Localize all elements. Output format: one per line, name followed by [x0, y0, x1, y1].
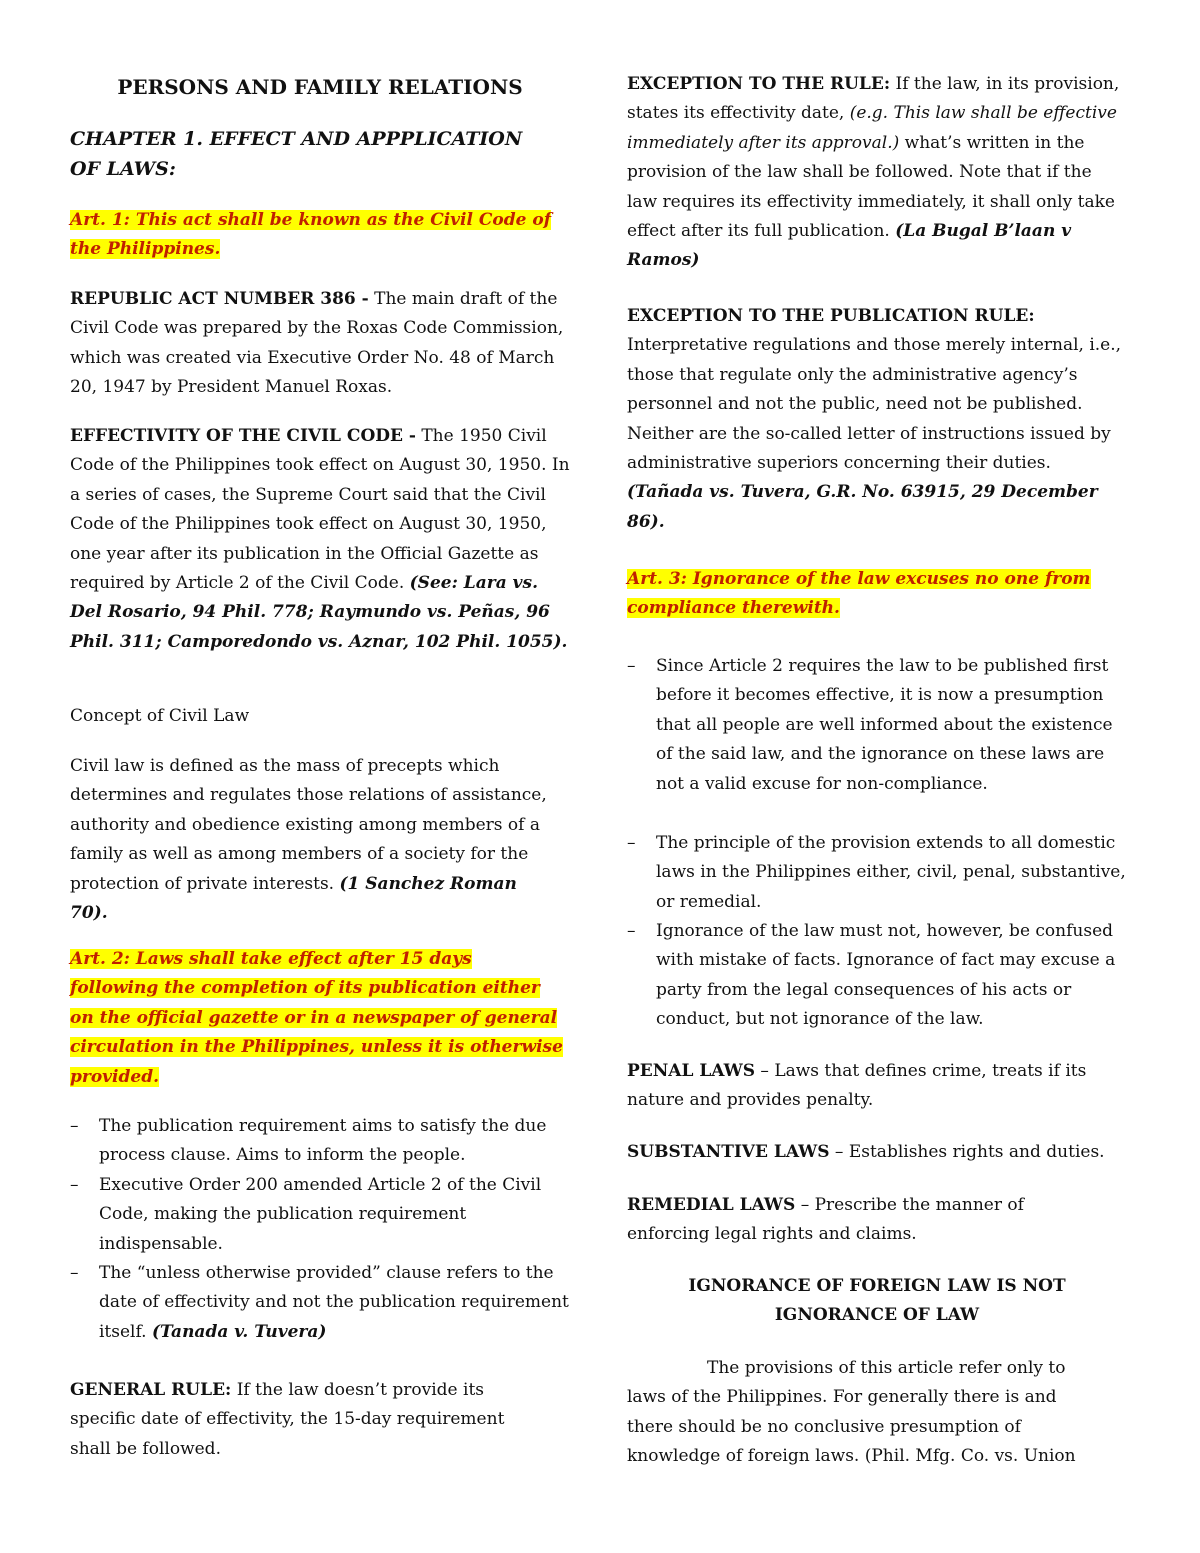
list-item-text: Executive Order 200 amended Article 2 of the Civil Code, making the publication requirement indispensable.	[99, 1175, 542, 1254]
exception-rule-label: EXCEPTION TO THE RULE:	[627, 74, 891, 94]
bullet-dash: –	[70, 1175, 79, 1195]
republic-act-text: The main draft of the Civil Code was prepared by the Roxas Code Commission, which was created via Executive Order No. 48 of March 20, 1947 by President Manuel Roxas.	[70, 289, 564, 398]
chapter-heading: CHAPTER 1. EFFECT AND APPPLICATION OF LAWS:	[70, 128, 523, 180]
general-rule-text: If the law doesn’t provide its specific date of effectivity, the 15-day requirement shall be followed.	[70, 1380, 505, 1459]
list-item-text: The publication requirement aims to satisfy the due process clause. Aims to inform the people.	[99, 1116, 547, 1166]
publication-exception-label: EXCEPTION TO THE PUBLICATION RULE:	[627, 306, 1035, 326]
substantive-laws-paragraph	[627, 1138, 1127, 1167]
penal-laws-paragraph	[627, 1057, 1117, 1116]
list-item-citation: (Tanada v. Tuvera)	[151, 1321, 327, 1342]
list-item	[70, 1171, 570, 1259]
bullet-dash: –	[627, 833, 636, 853]
substantive-laws-label: SUBSTANTIVE LAWS	[627, 1142, 830, 1162]
publication-exception-citation: (Tañada vs. Tuvera, G.R. No. 63915, 29 December 86).	[627, 482, 1098, 532]
publication-exception-text: Interpretative regulations and those merely internal, i.e., those that regulate only the administrative agency’s personnel and not the public, need not be published. Neither are the so-called letter of instructions issued by administrative superiors concerning their duties.	[627, 335, 1122, 474]
article-1	[70, 206, 560, 265]
exception-rule-text-2: what’s written in the provision of the law shall be followed. Note that if the law requires its effectivity immediately, it shall only take effect after its full publication.	[627, 132, 1115, 242]
effectivity-paragraph	[70, 422, 570, 657]
effectivity-text: The 1950 Civil Code of the Philippines took effect on August 30, 1950. In a series of cases, the Supreme Court said that the Civil Code of the Philippines took effect on August 30, 1950, one year after its publication in the Official Gazette as required by Article 2 of the Civil Code.	[70, 426, 570, 594]
republic-act-paragraph	[70, 285, 570, 403]
effectivity-citation: (See: Lara vs. Del Rosario, 94 Phil. 778; Raymundo vs. Peñas, 96 Phil. 311; Camporedondo vs. Aznar, 102 Phil. 1055).	[70, 573, 568, 652]
list-item	[627, 829, 1127, 917]
exception-rule-paragraph	[627, 70, 1122, 276]
penal-laws-label: PENAL LAWS	[627, 1061, 756, 1081]
remedial-laws-paragraph	[627, 1191, 1057, 1250]
list-item-text: Since Article 2 requires the law to be published first before it becomes effective, it is now a presumption that all people are well informed about the existence of the said law, and the ignorance on these laws are not a valid excuse for non-compliance.	[656, 656, 1113, 794]
bullet-dash: –	[627, 656, 636, 676]
concept-text: Civil law is defined as the mass of precepts which determines and regulates those relations of assistance, authority and obedience existing among members of a family as well as among members of a society for the protection of private interests.	[70, 756, 547, 894]
foreign-law-heading: IGNORANCE OF FOREIGN LAW IS NOT IGNORANCE OF LAW	[688, 1276, 1066, 1326]
list-item	[70, 1112, 570, 1171]
republic-act-label: REPUBLIC ACT NUMBER 386 -	[70, 289, 369, 309]
article-3	[627, 565, 1122, 624]
publication-exception-paragraph	[627, 302, 1127, 537]
list-item-text: The “unless otherwise provided” clause refers to the date of effectivity and not the publication requirement itself.	[99, 1263, 569, 1342]
concept-heading: Concept of Civil Law	[70, 706, 250, 726]
remedial-laws-text: – Prescribe the manner of enforcing legal rights and claims.	[627, 1195, 1024, 1245]
substantive-laws-text: – Establishes rights and duties.	[829, 1142, 1105, 1162]
list-item	[627, 917, 1127, 1035]
concept-citation: (1 Sanchez Roman 70).	[70, 873, 517, 924]
exception-rule-text: If the law, in its provision, states its effectivity date,	[627, 74, 1120, 124]
list-item-text: The principle of the provision extends to all domestic laws in the Philippines either, civil, penal, substantive, or remedial.	[656, 833, 1126, 912]
general-rule-label: GENERAL RULE:	[70, 1380, 232, 1400]
bullet-dash: –	[70, 1116, 79, 1136]
list-item	[70, 1259, 570, 1347]
exception-rule-example: (e.g. This law shall be effective immediately after its approval.)	[627, 103, 1117, 153]
foreign-law-paragraph: The provisions of this article refer only to laws of the Philippines. For generally there is and there should be no conclusive presumption of knowledge of foreign laws. (Phil. Mfg. Co. vs. Union	[627, 1358, 1076, 1467]
general-rule-paragraph	[70, 1376, 550, 1464]
concept-paragraph	[70, 752, 550, 928]
bullet-dash: –	[70, 1263, 79, 1283]
article-2	[70, 945, 565, 1092]
bullet-dash: –	[627, 921, 636, 941]
document-title: PERSONS AND FAMILY RELATIONS	[117, 75, 523, 99]
effectivity-label: EFFECTIVITY OF THE CIVIL CODE -	[70, 426, 416, 446]
exception-rule-citation: (La Bugal B’laan v Ramos)	[627, 221, 1072, 271]
penal-laws-text: – Laws that defines crime, treats if its nature and provides penalty.	[627, 1061, 1087, 1111]
remedial-laws-label: REMEDIAL LAWS	[627, 1195, 796, 1215]
list-item	[627, 652, 1127, 799]
article-2-text: Art. 2: Laws shall take effect after 15 days following the completion of its publication either on the official gazette or in a newspaper of general circulation in the Philippines, unless it is otherwise provided.	[70, 949, 563, 1087]
article-3-text: Art. 3: Ignorance of the law excuses no one from compliance therewith.	[627, 569, 1091, 619]
article-1-text: Art. 1: This act shall be known as the Civil Code of the Philippines.	[70, 210, 552, 260]
list-item-text: Ignorance of the law must not, however, be confused with mistake of facts. Ignorance of fact may excuse a party from the legal consequences of his acts or conduct, but not ignorance of the law.	[656, 921, 1116, 1030]
